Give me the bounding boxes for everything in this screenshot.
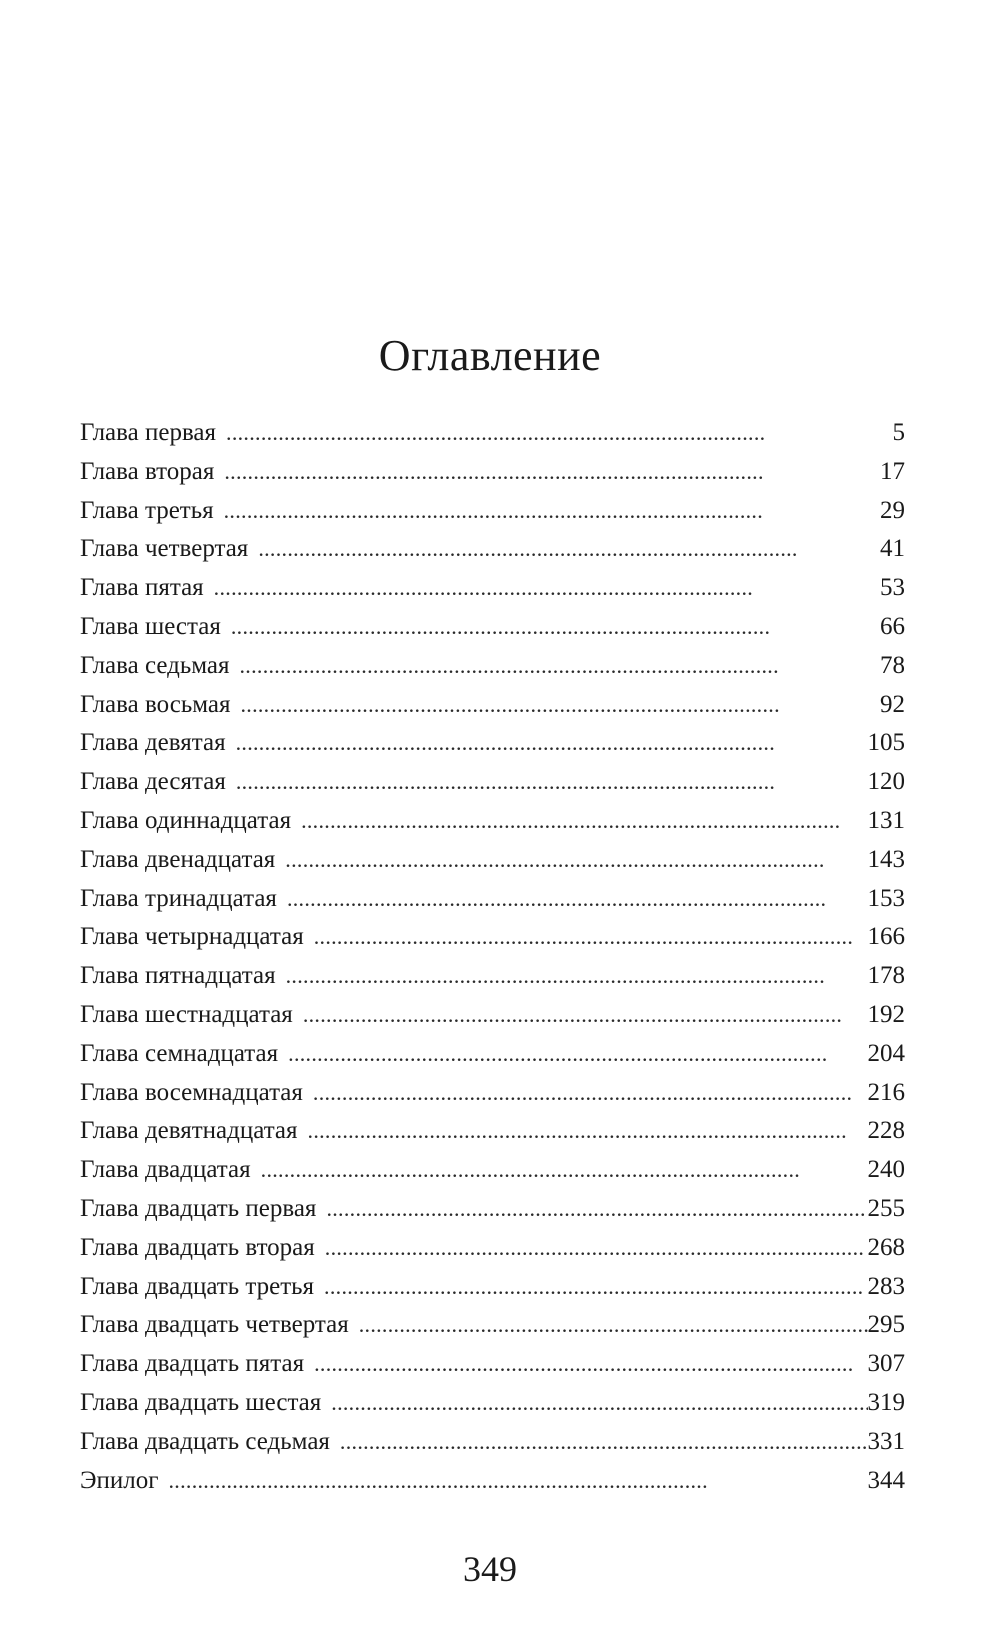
toc-entry[interactable]	[80, 880, 905, 919]
dot-leader	[261, 1151, 868, 1190]
toc-entry-label: Глава четвертая	[80, 535, 249, 563]
toc-entry-label: Глава седьмая	[80, 651, 230, 679]
toc-entry[interactable]	[80, 414, 905, 453]
toc-entry-page: 344	[867, 1466, 905, 1494]
dot-leader	[224, 453, 880, 492]
toc-entry-label: Глава девятая	[80, 729, 226, 757]
toc-entry-page: 92	[880, 690, 905, 718]
dot-leader	[326, 1190, 867, 1229]
toc-entry-label: Глава семнадцатая	[80, 1039, 279, 1067]
toc-entry-page: 105	[867, 729, 905, 757]
toc-entry-label: Глава шестая	[80, 612, 221, 640]
toc-entry-label: Глава первая	[80, 419, 217, 446]
toc-entry-page: 283	[867, 1272, 905, 1300]
toc-entry-label: Глава двадцать вторая	[80, 1233, 315, 1261]
toc-entry-label: Глава двадцать первая	[80, 1194, 317, 1222]
toc-entry-page: 178	[867, 962, 905, 990]
table-of-contents	[80, 414, 905, 1500]
toc-entry[interactable]	[80, 1423, 905, 1462]
dot-leader	[240, 647, 881, 686]
dot-leader	[340, 1423, 868, 1462]
toc-entry[interactable]	[80, 1035, 905, 1074]
toc-entry-page: 331	[867, 1427, 905, 1455]
toc-entry-label: Глава двадцать четвертая	[80, 1311, 349, 1339]
toc-entry-page: 41	[880, 535, 905, 563]
toc-entry-page: 53	[880, 574, 905, 602]
toc-entry-page: 268	[867, 1233, 905, 1261]
toc-entry[interactable]	[80, 996, 905, 1035]
toc-entry-page: 120	[867, 768, 905, 796]
toc-entry-label: Глава третья	[80, 496, 214, 524]
toc-entry[interactable]	[80, 1462, 905, 1501]
toc-entry[interactable]	[80, 1112, 905, 1151]
toc-entry[interactable]	[80, 802, 905, 841]
toc-entry[interactable]	[80, 1229, 905, 1268]
toc-entry-label: Глава двадцать пятая	[80, 1350, 305, 1378]
toc-entry-label: Глава двадцать шестая	[80, 1388, 322, 1416]
page-number: 349	[463, 1549, 517, 1589]
dot-leader	[214, 569, 880, 608]
toc-entry[interactable]	[80, 1190, 905, 1229]
dot-leader	[331, 1384, 867, 1423]
dot-leader	[226, 414, 885, 453]
toc-entry-page: 228	[867, 1117, 905, 1145]
toc-entry[interactable]	[80, 608, 905, 647]
dot-leader	[236, 724, 868, 763]
toc-entry[interactable]	[80, 453, 905, 492]
toc-entry-label: Глава двадцатая	[80, 1156, 251, 1184]
toc-entry-page: 5	[892, 419, 905, 446]
toc-entry-page: 131	[867, 806, 905, 834]
toc-entry-label: Глава двадцать седьмая	[80, 1427, 330, 1455]
dot-leader	[325, 1229, 868, 1268]
dot-leader	[240, 686, 880, 725]
toc-entry[interactable]	[80, 1345, 905, 1384]
dot-leader	[231, 608, 880, 647]
toc-entry-label: Глава десятая	[80, 768, 226, 796]
toc-entry[interactable]	[80, 957, 905, 996]
dot-leader	[285, 841, 867, 880]
toc-entry-page: 204	[867, 1039, 905, 1067]
dot-leader	[324, 1268, 867, 1307]
dot-leader	[313, 1074, 868, 1113]
toc-entry-label: Глава пятнадцатая	[80, 962, 276, 990]
toc-entry[interactable]	[80, 569, 905, 608]
toc-entry-page: 319	[867, 1388, 905, 1416]
toc-entry[interactable]	[80, 763, 905, 802]
dot-leader	[301, 802, 867, 841]
dot-leader	[303, 996, 868, 1035]
toc-entry-page: 295	[867, 1311, 905, 1339]
toc-entry-page: 166	[867, 923, 905, 951]
toc-entry-page: 255	[867, 1194, 905, 1222]
toc-entry-page: 66	[880, 612, 905, 640]
toc-entry-label: Глава пятая	[80, 574, 204, 602]
toc-entry-page: 216	[867, 1078, 905, 1106]
toc-entry-label: Глава четырнадцатая	[80, 923, 304, 951]
toc-entry[interactable]	[80, 1384, 905, 1423]
dot-leader	[287, 880, 868, 919]
toc-entry-label: Эпилог	[80, 1466, 159, 1494]
toc-entry-page: 143	[867, 845, 905, 873]
toc-entry[interactable]	[80, 686, 905, 725]
toc-entry[interactable]	[80, 530, 905, 569]
dot-leader	[224, 492, 880, 531]
toc-entry-label: Глава восемнадцатая	[80, 1078, 303, 1106]
toc-entry[interactable]	[80, 918, 905, 957]
toc-entry-label: Глава тринадцатая	[80, 884, 277, 912]
toc-entry-page: 17	[880, 457, 905, 485]
dot-leader	[236, 763, 868, 802]
toc-entry-page: 29	[880, 496, 905, 524]
dot-leader	[314, 918, 868, 957]
dot-leader	[169, 1462, 868, 1501]
toc-entry[interactable]	[80, 1306, 905, 1345]
toc-entry[interactable]	[80, 1268, 905, 1307]
toc-entry[interactable]	[80, 724, 905, 763]
dot-leader	[314, 1345, 867, 1384]
toc-entry-label: Глава шестнадцатая	[80, 1000, 293, 1028]
dot-leader	[308, 1112, 868, 1151]
toc-entry-label: Глава двенадцатая	[80, 845, 276, 873]
toc-entry-page: 78	[880, 651, 905, 679]
toc-entry[interactable]	[80, 841, 905, 880]
toc-entry[interactable]	[80, 492, 905, 531]
page-title: Оглавление	[378, 331, 602, 380]
toc-entry-label: Глава одиннадцатая	[80, 806, 292, 834]
toc-entry-label: Глава вторая	[80, 457, 215, 485]
dot-leader	[258, 530, 880, 569]
toc-entry-page: 153	[867, 884, 905, 912]
toc-entry-label: Глава восьмая	[80, 690, 231, 718]
toc-entry-label: Глава девятнадцатая	[80, 1117, 298, 1145]
toc-entry[interactable]	[80, 1151, 905, 1190]
toc-entry-page: 307	[867, 1350, 905, 1378]
toc-entry[interactable]	[80, 647, 905, 686]
toc-entry-label: Глава двадцать третья	[80, 1272, 315, 1300]
toc-entry[interactable]	[80, 1074, 905, 1113]
dot-leader	[286, 957, 868, 996]
dot-leader	[359, 1306, 868, 1345]
toc-entry-page: 240	[867, 1156, 905, 1184]
dot-leader	[288, 1035, 867, 1074]
toc-entry-page: 192	[867, 1000, 905, 1028]
